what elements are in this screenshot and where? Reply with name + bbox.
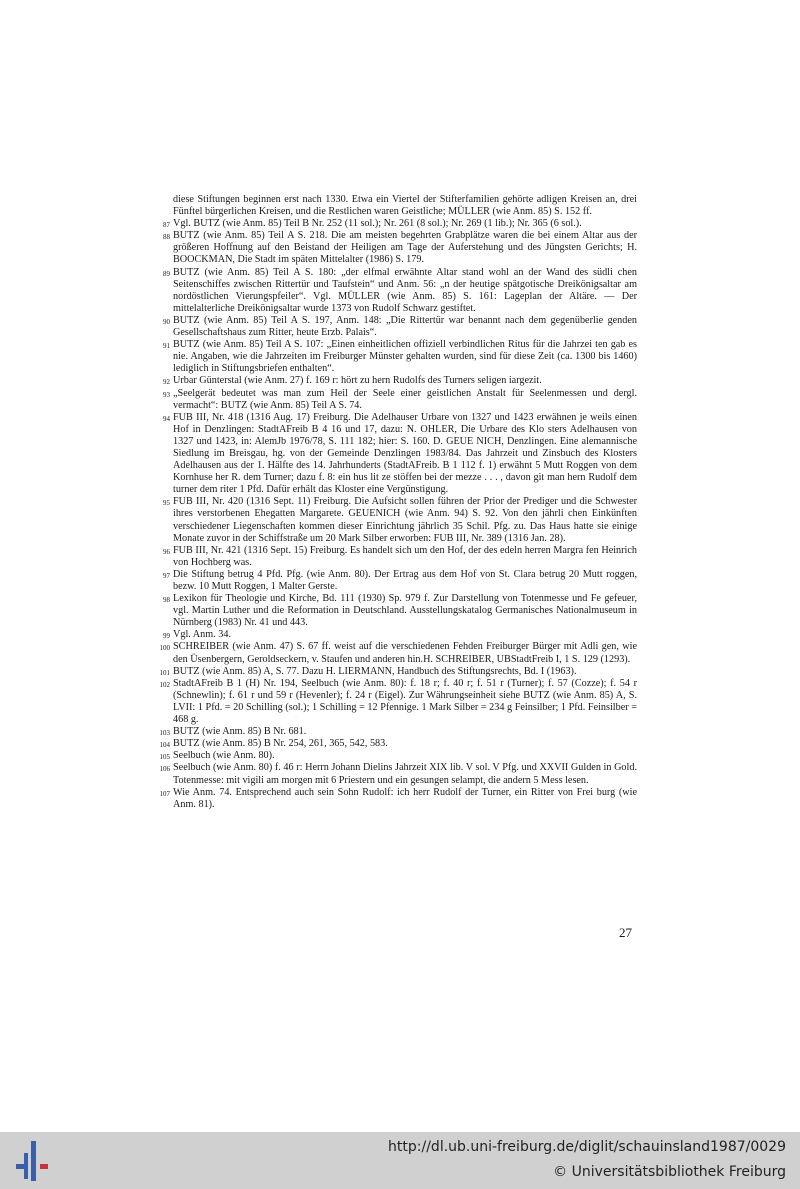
footnote-text: BUTZ (wie Anm. 85) B Nr. 681. — [173, 726, 307, 738]
footnote-text: BUTZ (wie Anm. 85) Teil A S. 197, Anm. 148: „Die Rittertür war benannt nach dem gegenüberlie genden Gesellschaftshaus zum Ritter, heute Erzb. Palais“. — [173, 314, 637, 339]
footnote-number: 89 — [163, 269, 170, 278]
footnote-text: Vgl. BUTZ (wie Anm. 85) Teil B Nr. 252 (11 sol.); Nr. 261 (8 sol.); Nr. 269 (1 lib.); Nr. 365 (6 sol.). — [173, 218, 582, 230]
footnote-number: 105 — [159, 753, 170, 762]
footnote-number: 94 — [163, 414, 170, 423]
footnote-94 — [163, 411, 637, 497]
footnote-105 — [159, 750, 637, 762]
footnote-text: FUB III, Nr. 418 (1316 Aug. 17) Freiburg. Die Adelhauser Urbare von 1327 und 1423 erwähnen je weils einen Hof in Denzlingen: StadtAFreib B 4 16 und 17, dazu: N. OHLER, Die Urbare des Klo sters Adelhausen von 1327 und 1423, in: AlemJb 1976/78, S. 111 182; hier: S. 160. D. GEUE NICH, Denzlingen. Eine alemannische Siedlung im Breisgau, hg. von der Gemeinde Denzlingen 1983/84. Das Jahrzeit und Zinsbuch des Klosters Adelhausen aus der 1. Hälfte des 14. Jahrhunderts (StadtAFreib. B 1 112 f. 1) erwähnt 5 Mutt Roggen von dem Kornhuse her R. dem Turner; dazu f. 8: ein hus lit ze stöffen bei der mezze . . . , davon git man hern Rudolf dem turner dem riter 1 Pfd. Dafür erhält das Kloster eine Vergünstigung. — [173, 411, 637, 496]
footnote-text: Lexikon für Theologie und Kirche, Bd. 111 (1930) Sp. 979 f. Zur Darstellung von Totenmesse und Fe gefeuer, vgl. Martin Luther und die Reformation in Deutschland. Ausstellungskatalog Germanisches Nationalmuseum in Nürnberg (1983) Nr. 41 und 443. — [173, 593, 637, 629]
footnote-92 — [163, 375, 637, 387]
footnote-text: SCHREIBER (wie Anm. 47) S. 67 ff. weist auf die verschiedenen Fehden Freiburger Bürger mit Adli gen, wie den Üsenbergern, Geroldseckern, v. Staufen und anderen hin.H. SCHREIBER, UBStadtFreib I, 1 S. 129 (1293). — [173, 641, 637, 665]
footnote-102 — [159, 677, 637, 726]
footnote-number: 93 — [163, 390, 170, 399]
footer-bar — [0, 1132, 800, 1189]
footnote-number: 95 — [163, 499, 170, 508]
footnote-number: 98 — [163, 596, 170, 605]
footnote-text: Vgl. Anm. 34. — [173, 629, 232, 641]
footnote-number: 88 — [163, 233, 170, 242]
footnotes-block — [159, 194, 637, 811]
footnote-99 — [163, 629, 637, 641]
footnote-103 — [159, 726, 637, 738]
footnote-number: 96 — [163, 547, 170, 556]
footnote-text: Urbar Günterstal (wie Anm. 27) f. 169 r: hört zu hern Rudolfs des Turners seligen iargezit. — [173, 375, 542, 387]
footnote-93 — [163, 387, 637, 412]
footnote-text: StadtAFreib B 1 (H) Nr. 194, Seelbuch (wie Anm. 80): f. 18 r; f. 40 r; f. 51 r (Turner); f. 57 (Cozze); f. 54 r (Schnewlin); f. 61 r und 59 r (Hevenler); f. 24 r (Eigel). Zur Währungseinheit siehe BUTZ (wie Anm. 85) A, S. LVII: 1 Pfd. = 20 Schilling (sol.); 1 Schilling = 12 Pfennige. 1 Mark Silber = 234 g Feinsilber; 1 Pfd. Feinsilber = 468 g. — [173, 677, 637, 726]
footnote-number: 102 — [159, 680, 170, 689]
footnote-text: BUTZ (wie Anm. 85) Teil A S. 107: „Einen einheitlichen offiziell verbindlichen Ritus für die Jahrzei ten gab es nie. Angaben, wie die Jahrzeiten im Freiburger Münster gehalten wurden, sind für diese Zeit (ca. 1300 bis 1460) lediglich in Stiftungsbriefen enthalten“. — [173, 339, 637, 375]
footnote-87 — [163, 218, 637, 230]
footnote-91 — [163, 339, 637, 375]
footnote-98 — [163, 593, 637, 629]
footnote-number: 91 — [163, 342, 170, 351]
copyright-notice: © Universitätsbibliothek Freiburg — [553, 1164, 786, 1180]
footnote-100 — [159, 641, 637, 665]
footnote-number: 106 — [159, 765, 170, 774]
footnote-text: Die Stiftung betrug 4 Pfd. Pfg. (wie Anm. 80). Der Ertrag aus dem Hof von St. Clara betrug 20 Mutt roggen, bezw. 10 Mutt Roggen, 1 Malter Gerste. — [173, 568, 637, 592]
footnote-number: 90 — [163, 317, 170, 326]
footnote-number: 103 — [159, 729, 170, 738]
footnote-89 — [163, 266, 637, 315]
footnote-104 — [159, 738, 637, 750]
footnote-text: BUTZ (wie Anm. 85) Teil A S. 180: „der elfmal erwähnte Altar stand wohl an der Wand des südli chen Seitenschiffes zwischen Rittertür und Taufstein“ und Anm. 56: „n der heutige spätgotische Dreikönigsaltar am nordöstlichen Vierungspfeiler“. Vgl. MÜLLER (wie Anm. 85) S. 161: Lageplan der Altäre. — Der mittelalterliche Dreikönigsaltar wurde 1373 von Rudolf Schwarz gestiftet. — [173, 266, 637, 314]
footnote-text: Wie Anm. 74. Entsprechend auch sein Sohn Rudolf: ich herr Rudolf der Turner, ein Ritter von Frei burg (wie Anm. 81). — [173, 786, 637, 810]
footnote-90 — [163, 314, 637, 339]
document-url[interactable]: http://dl.ub.uni-freiburg.de/diglit/schauinsland1987/0029 — [388, 1139, 786, 1155]
footnote-number: 97 — [163, 571, 170, 580]
footnote-text: BUTZ (wie Anm. 85) Teil A S. 218. Die am meisten begehrten Grabplätze waren die bei einem Altar aus der größeren Hoffnung auf den Beistand der Heiligen am Tage der Auferstehung und des Jüngsten Gerichts; H. BOOCKMAN, Die Stadt im späten Mittelalter (1986) S. 179. — [173, 230, 637, 266]
footnote-97 — [163, 568, 637, 593]
footnote-text: FUB III, Nr. 420 (1316 Sept. 11) Freiburg. Die Aufsicht sollen führen der Prior der Prediger und die Schwester ihres verstorbenen Ehegatten Margarete. GEUENICH (wie Anm. 94) S. 92. Von den jährli chen Einkünften verschiedener Liegenschaften kommen dieser Einrichtung jährlich 35 Schil. Pfg. zu. Das Haus hatte sie einige Monate zuvor in der Schiffstraße um 20 Mark Silber erworben: FUB III, Nr. 389 (1316 Jan. 28). — [173, 496, 637, 544]
footnote-number: 92 — [163, 378, 170, 387]
footnote-text: BUTZ (wie Anm. 85) B Nr. 254, 261, 365, 542, 583. — [173, 738, 388, 750]
footnote-number: 101 — [159, 668, 170, 677]
page-number: 27 — [619, 925, 632, 940]
footnote-text: „Seelgerät bedeutet was man zum Heil der Seele einer geistlichen Anstalt für Seelenmessen und dergl. vermacht“: BUTZ (wie Anm. 85) Teil A S. 74. — [173, 387, 637, 411]
footnote-106 — [159, 762, 637, 786]
footnote-95 — [163, 496, 637, 544]
ub-freiburg-logo-icon — [14, 1141, 54, 1181]
footnote-text: Seelbuch (wie Anm. 80). — [173, 750, 275, 762]
footnote-96 — [163, 544, 637, 569]
footnote-number: 104 — [159, 741, 170, 750]
footnote-88 — [163, 230, 637, 266]
footnote-text: Seelbuch (wie Anm. 80) f. 46 r: Herrn Johann Dielins Jahrzeit XIX lib. V sol. V Pfg. und XXVII Gulden in Gold. Totenmesse: mit vigili am morgen mit 6 Priestern und ein gesungen selampt, die andern 5 Mess lesen. — [173, 762, 637, 786]
footnote-number: 87 — [163, 221, 170, 230]
footnote-number: 99 — [163, 632, 170, 641]
footnote-number: 100 — [159, 644, 170, 653]
footnote-107 — [159, 786, 637, 811]
footnote-continuation: diese Stiftungen beginnen erst nach 1330. Etwa ein Viertel der Stifterfamilien gehörte adligen Kreisen an, drei Fünftel bürgerlichen Kreisen, und die Restlichen waren Geistliche; MÜLLER (wie Anm. 85) S. 152 ff. — [173, 194, 637, 218]
footnote-text: BUTZ (wie Anm. 85) A, S. 77. Dazu H. LIERMANN, Handbuch des Stiftungsrechts, Bd. I (1963). — [173, 665, 577, 677]
footnote-text: FUB III, Nr. 421 (1316 Sept. 15) Freiburg. Es handelt sich um den Hof, der des edeln herren Margra fen Heinrich von Hochberg was. — [173, 544, 637, 568]
footnote-number: 107 — [159, 789, 170, 798]
footnote-101 — [159, 665, 637, 678]
